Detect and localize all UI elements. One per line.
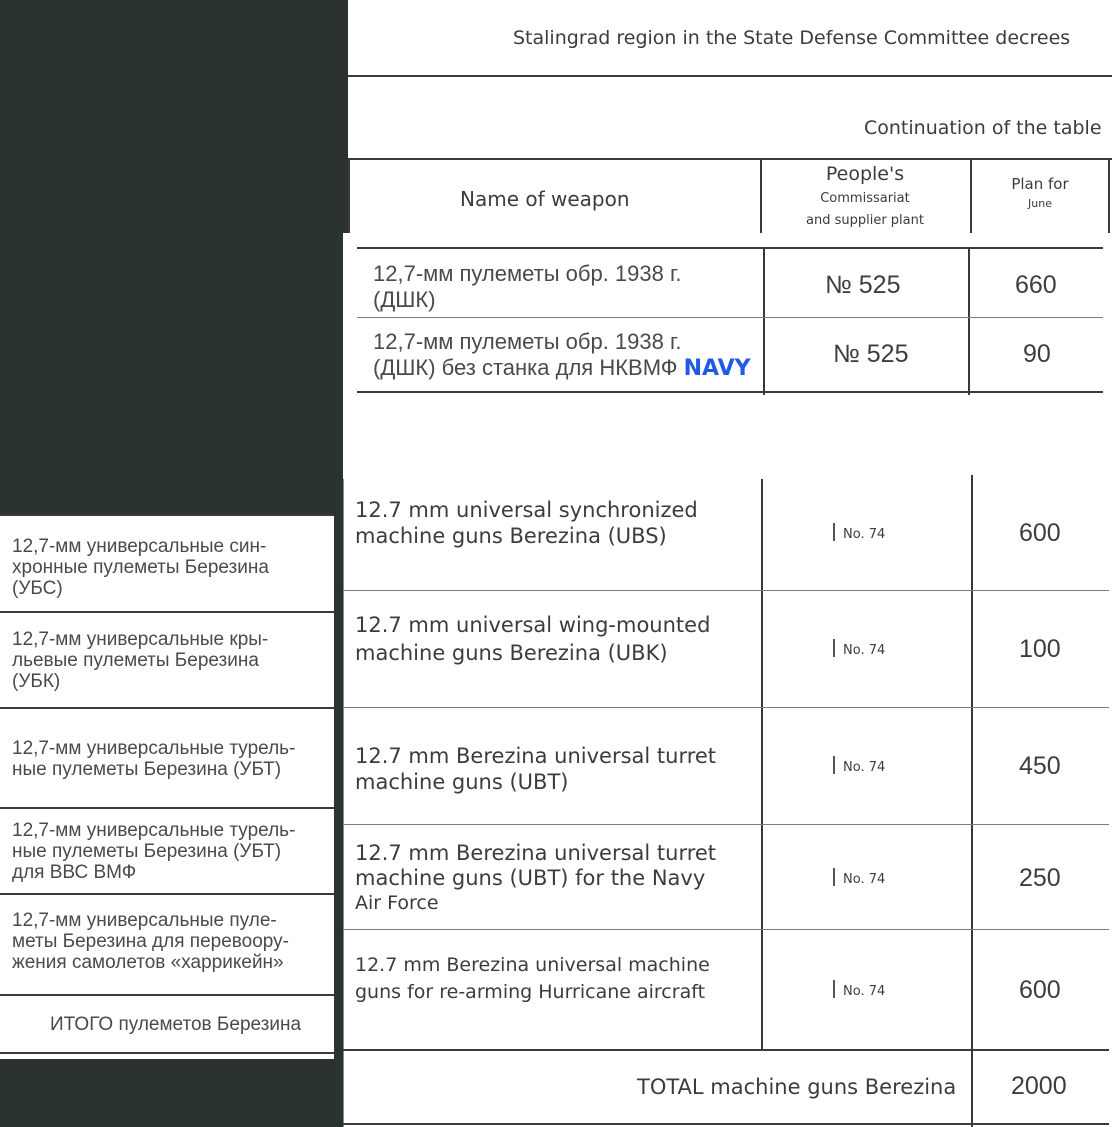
ru-row-2: 12,7-мм универсальные кры- льевые пулеметы Березина (УБК) [12, 629, 269, 692]
commissariat-line3: and supplier plant [806, 212, 924, 228]
en-row-1-name: 12.7 mm universal synchronized machine guns Berezina (UBS) [355, 498, 698, 548]
total-value: 2000 [1011, 1072, 1067, 1100]
en-row-1-plant: No. 74 [833, 523, 885, 543]
en-row-2-plan: 100 [1019, 635, 1061, 663]
scan-row-1-plan: 660 [1015, 271, 1057, 299]
scan-row-1-plant: № 525 [825, 271, 901, 299]
ru-row-1: 12,7-мм универсальные син- хронные пулеметы Березина (УБС) [12, 536, 269, 599]
en-row-4-plant: No. 74 [833, 868, 885, 888]
ru-row-4: 12,7-мм универсальные турель- ные пулеметы Березина (УБТ) для ВВС ВМФ [12, 820, 296, 883]
russian-strip [0, 514, 334, 1059]
en-row-1-plan: 600 [1019, 519, 1061, 547]
commissariat-line2: Commissariat [820, 190, 910, 206]
en-row-5-name: 12.7 mm Berezina universal machine guns for re-arming Hurricane aircraft [355, 954, 710, 1003]
en-row-3-plant: No. 74 [833, 756, 885, 776]
en-row-5-plant: No. 74 [833, 980, 885, 1000]
header-panel [348, 0, 1112, 238]
en-row-5-plan: 600 [1019, 976, 1061, 1004]
commissariat-line1: People's [825, 163, 905, 185]
scan-row-1-name: 12,7-мм пулеметы обр. 1938 г. (ДШК) [373, 261, 682, 312]
en-row-3-name: 12.7 mm Berezina universal turret machine guns (UBT) [355, 744, 717, 794]
en-row-3-plan: 450 [1019, 752, 1061, 780]
en-row-4-name: 12.7 mm Berezina universal turret machine guns (UBT) for the Navy Air Force [355, 841, 717, 914]
column-header-commissariat [760, 164, 970, 229]
ru-row-3: 12,7-мм универсальные турель- ные пулеметы Березина (УБТ) [12, 738, 296, 780]
scan-row-2-name: 12,7-мм пулеметы обр. 1938 г. (ДШК) без станка для НКВМФ NAVY [373, 329, 751, 381]
english-table [343, 479, 1112, 1127]
column-header-plan [972, 176, 1108, 211]
plan-line2: June [1028, 197, 1052, 211]
ru-row-5: 12,7-мм универсальные пуле- меты Березина для перевоору- жения самолетов «харрикейн» [12, 910, 289, 973]
plan-line1: Plan for [1011, 175, 1069, 193]
en-row-4-plan: 250 [1019, 864, 1061, 892]
ru-total: ИТОГО пулеметов Березина [50, 1014, 302, 1035]
navy-annotation: NAVY [683, 356, 751, 381]
scan-row-2-plant: № 525 [833, 340, 909, 368]
en-row-2-name: 12.7 mm universal wing-mounted machine guns Berezina (UBK) [355, 613, 711, 665]
en-row-2-plant: No. 74 [833, 639, 885, 659]
continuation-label: Continuation of the table [864, 117, 1102, 139]
document-title: Stalingrad region in the State Defense Committee decrees [513, 27, 1071, 49]
scan-panel [343, 233, 1112, 479]
total-label: TOTAL machine guns Berezina [637, 1075, 957, 1099]
scan-row-2-plan: 90 [1023, 340, 1051, 368]
column-header-name: Name of weapon [460, 187, 630, 211]
